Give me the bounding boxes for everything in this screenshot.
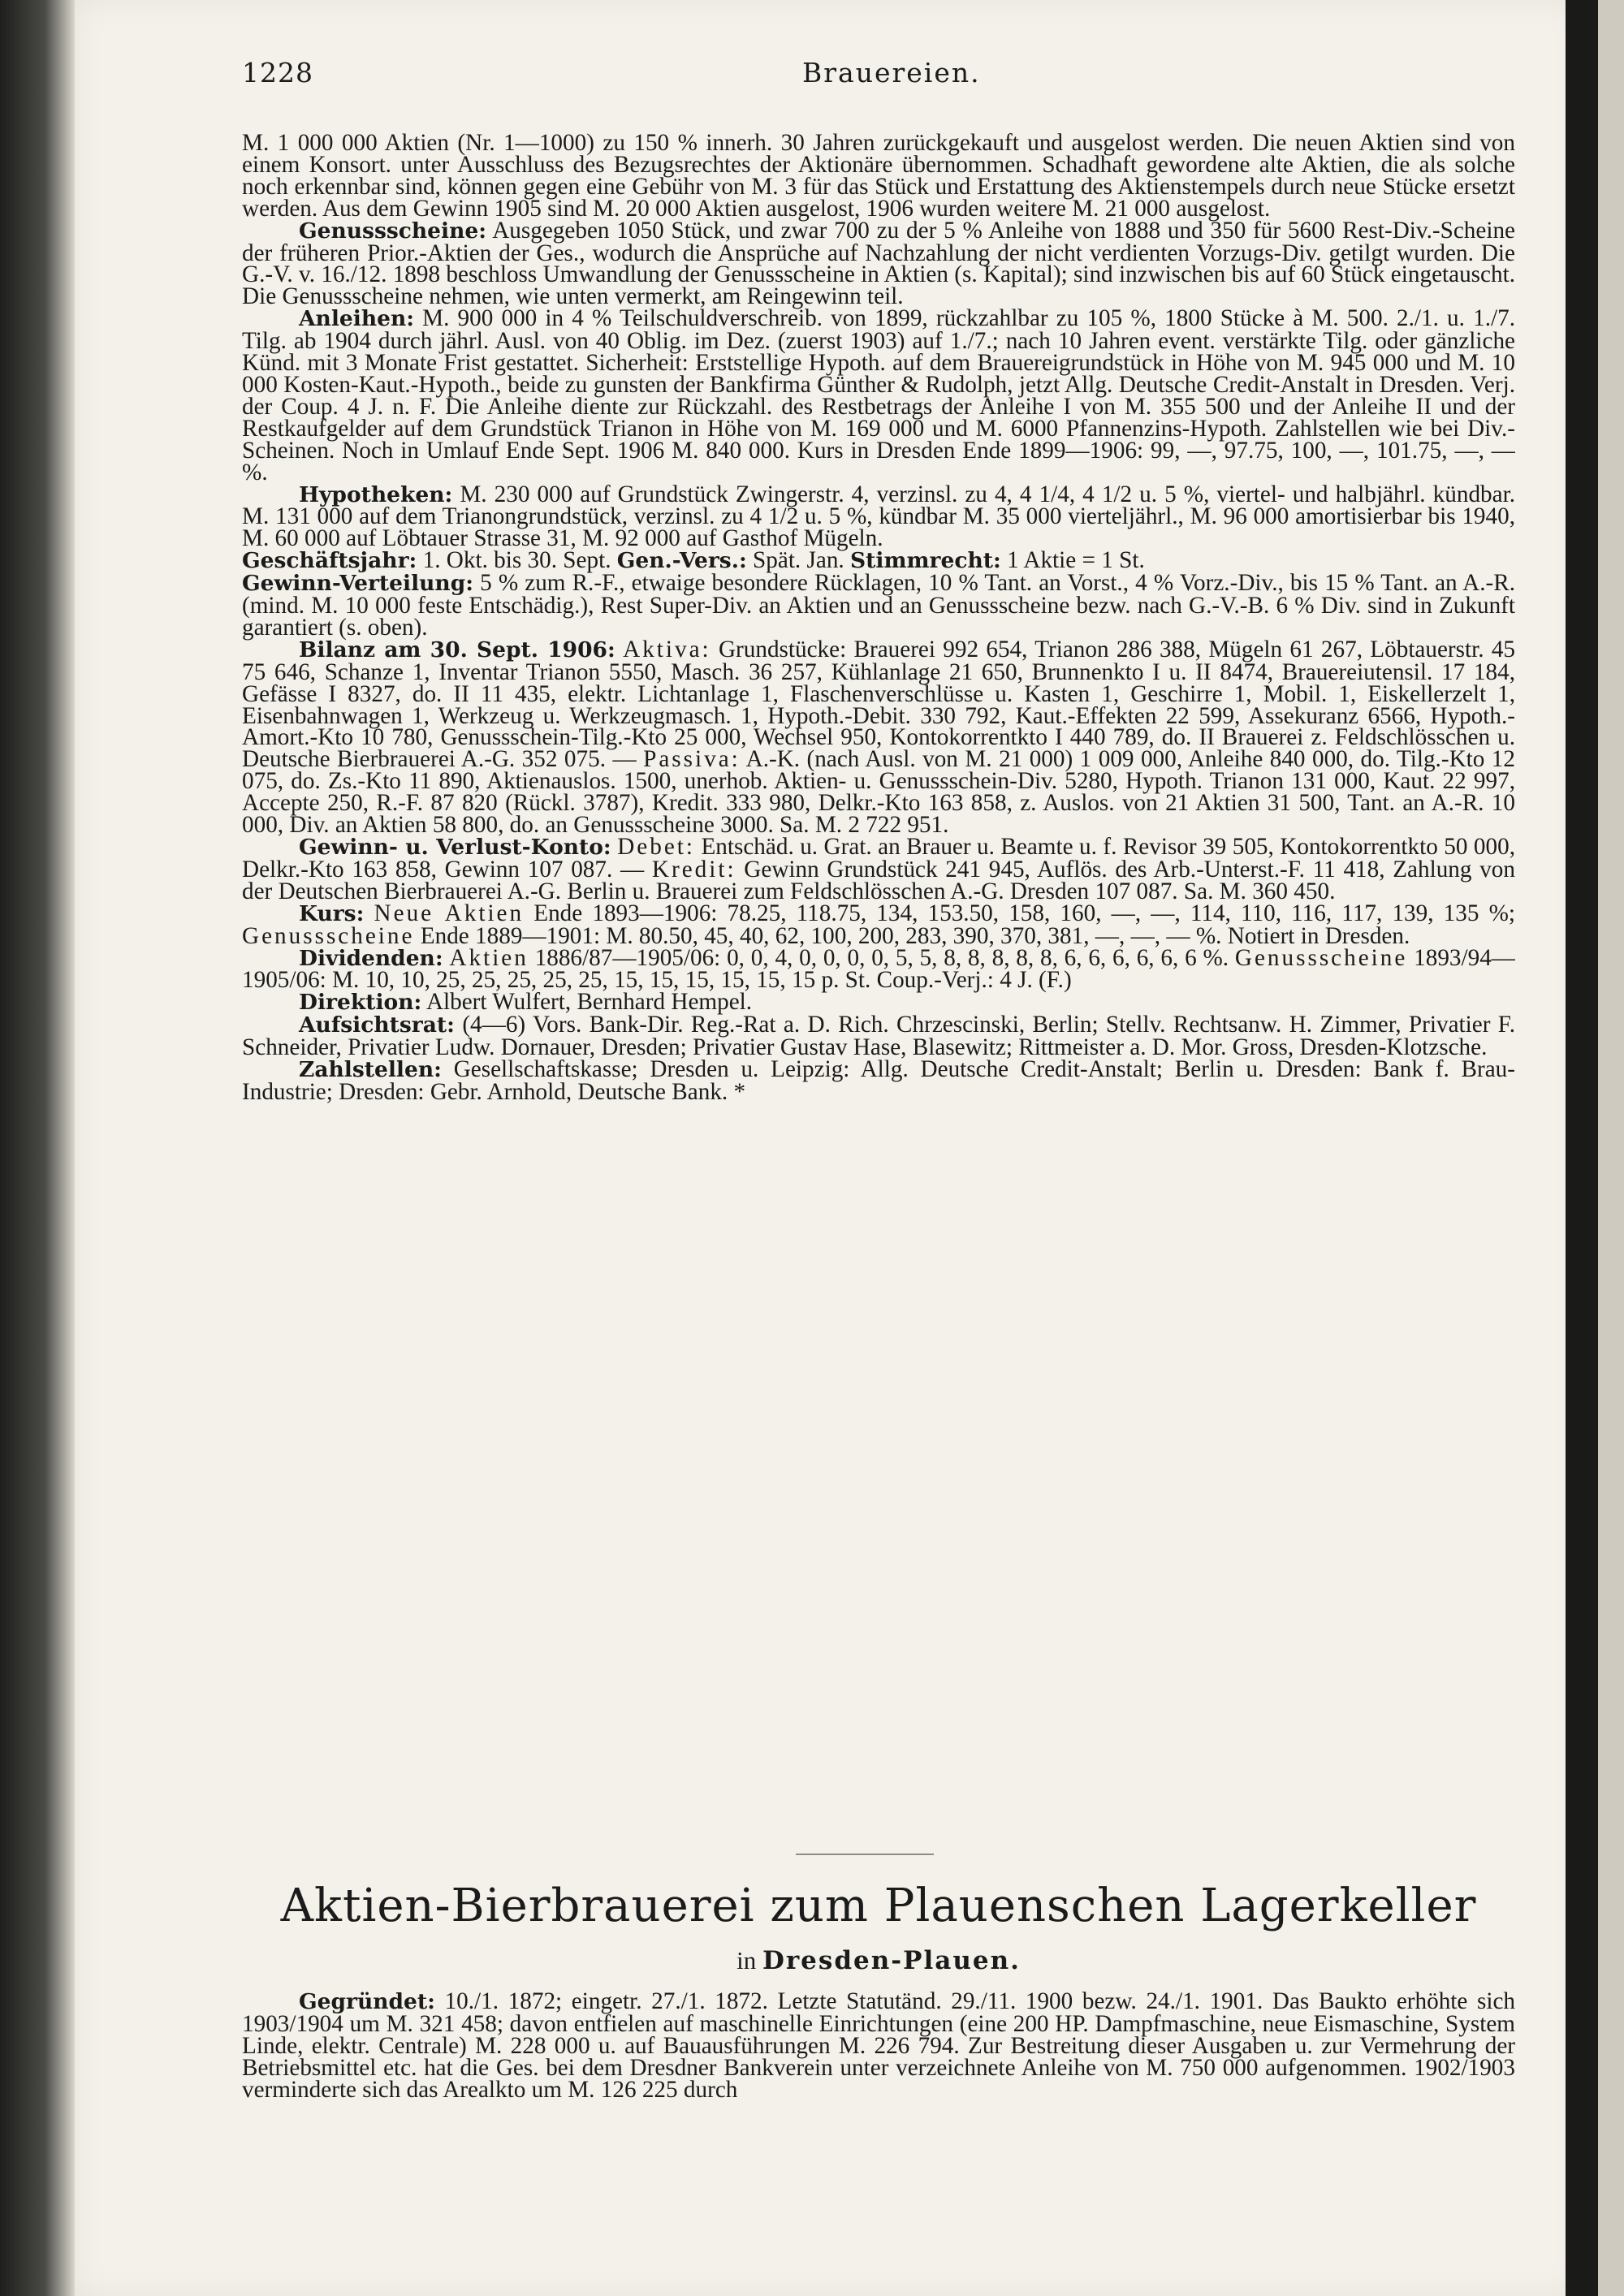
company-location-prefix: in xyxy=(736,1946,762,1974)
aufsichtsrat-label: Aufsichtsrat: xyxy=(299,1012,455,1038)
direktion-line xyxy=(242,991,1515,1014)
gewinn-verlust-label: Gewinn- u. Verlust-Konto: xyxy=(299,835,611,860)
bilanz-passiva-text: A.-K. (nach Ausl. von M. 21 000) 1 009 000, Anleihe 840 000, do. Tilg.-Kto 12 075, do. Zs.-Kto 11 890, Aktienauslos. 1500, unerhob. Aktien- u. Genussschein-Div. 5280, Hypoth. Trianon 131 000, Kaut. 22 997, Accepte 250, R.-F. 87 820 (Rückl. 3787), Kredit. 333 980, Delkr.-Kto 163 858, z. Auslos. von 21 Aktien 31 500, Tant. an A.-R. 10 000, Div. an Aktien 58 800, do. an Genussscheine 3000. Sa. M. 2 722 951. xyxy=(242,746,1515,839)
scan-right-binding-shadow xyxy=(1566,0,1598,2296)
gewinn-verlust-kredit-text: Gewinn Grundstück 241 945, Auflös. des Arb.-Unterst.-F. 11 418, Zahlung von der Deutschen Bierbrauerei A.-G. Berlin u. Brauerei zum Feldschlösschen A.-G. Dresden 107 087. Sa. M. 360 450. xyxy=(242,856,1515,904)
dividenden-aktien-label: Aktien xyxy=(449,944,529,971)
kurs-aktien-text: Ende 1893—1906: 78.25, 118.75, 134, 153.50, 158, 160, —, —, 114, 110, 116, 117, 139, 135 %; xyxy=(524,900,1515,926)
direktion-label: Direktion: xyxy=(299,990,422,1016)
gegruendet-label: Gegründet: xyxy=(299,1991,435,2014)
second-text-block xyxy=(242,1991,1515,2186)
dividenden-genuss-label: Genussscheine xyxy=(1234,944,1408,971)
zahlstellen-paragraph xyxy=(242,1056,1515,1105)
aufsichtsrat-text: (4—6) Vors. Bank-Dir. Reg.-Rat a. D. Rich. Chrzescinski, Berlin; Stellv. Rechtsanw. H. Zimmer, Privatier F. Schneider, Privatier Ludw. Dornauer, Dresden; Privatier Gustav Hase, Blasewitz; Rittmeister a. D. Mor. Gross, Dresden-Klotzsche. xyxy=(242,1012,1515,1061)
debet-label: Debet: xyxy=(617,834,695,860)
capital-paragraph: M. 1 000 000 Aktien (Nr. 1—1000) zu 150 % innerh. 30 Jahren zurückgekauft und ausgelost werden. Die neuen Aktien sind von einem Konsort. unter Ausschluss des Bezugsrechtes der Aktionäre übernommen. Schadhaft gewordene alte Aktien, die als solche noch erkennbar sind, können gegen eine Gebühr von M. 3 für das Stück und Erstattung des Aktienstempels durch neue Stücke ersetzt werden. Aus dem Gewinn 1905 sind M. 20 000 Aktien ausgelost, 1906 wurden weitere M. 21 000 ausgelost. xyxy=(242,132,1515,222)
genussscheine-text: Ausgegeben 1050 Stück, und zwar 700 zu der 5 % Anleihe von 1888 und 350 für 5600 Rest-Div.-Scheine der früheren Prior.-Aktien der Ges., wodurch die Ansprüche auf Nachzahlung der nicht verdienten Vorzugs-Div. getilgt wurden. Die G.-V. v. 16./12. 1898 beschloss Umwandlung der Genussscheine in Aktien (s. Kapital); sind inzwischen bis auf 60 Stück eingetauscht. Die Genussscheine nehmen, wie unten vermerkt, am Reingewinn teil. xyxy=(242,217,1515,310)
kurs-aktien-label: Neue Aktien xyxy=(374,900,525,926)
genussscheine-label: Genussscheine: xyxy=(299,218,487,244)
anleihen-text: M. 900 000 in 4 % Teilschuldverschreib. von 1899, rückzahlbar zu 105 %, 1800 Stücke à M. 500. 2./1. u. 1./7. Tilg. ab 1904 durch jährl. Ausl. von 40 Oblig. im Dez. (zuerst 1903) auf 1./7.; nach 10 Jahren event. verstärkte Tilg. oder gänzliche Künd. mit 3 Monate Frist gestattet. Sicherheit: Erststellige Hypoth. auf dem Brauereigrundstück in Höhe von M. 945 000 und M. 10 000 Kosten-Kaut.-Hypoth., beide zu gunsten der Bankfirma Günther & Rudolph, jetzt Allg. Deutsche Credit-Anstalt in Dresden. Verj. der Coup. 4 J. n. F. Die Anleihe diente zur Rückzahl. des Restbetrags der Anleihe I von M. 355 500 und der Anleihe II und der Restkaufgelder auf dem Grundstück Trianon in Höhe von M. 169 000 und M. 6000 Pfannenzins-Hypoth. Zahlstellen wie bei Div.-Scheinen. Noch in Umlauf Ende Sept. 1906 M. 840 000. Kurs in Dresden Ende 1899—1906: 99, —, 97.75, 100, —, 101.75, —, — %. xyxy=(242,305,1515,486)
gen-vers-label: Gen.-Vers.: xyxy=(616,548,747,574)
geschaeftsjahr-text: 1. Okt. bis 30. Sept. xyxy=(417,547,617,574)
company-location xyxy=(242,1947,1515,1974)
scan-right-edge xyxy=(1598,0,1624,2296)
gewinn-verlust-debet-text: Entschäd. u. Grat. an Brauer u. Beamte u. f. Revisor 39 505, Kontokorrentkto 50 000, Delkr.-Kto 163 858, Gewinn 107 087. — xyxy=(242,834,1515,883)
gewinn-verlust-paragraph xyxy=(242,836,1515,903)
gegruendet-paragraph xyxy=(242,1991,1515,2101)
section-divider xyxy=(796,1854,934,1855)
geschaeftsjahr-line xyxy=(242,547,1515,574)
zahlstellen-text: Gesellschaftskasse; Dresden u. Leipzig: Allg. Deutsche Credit-Anstalt; Berlin u. Dresden: Bank f. Brau-Industrie; Dresden: Gebr. Arnhold, Deutsche Bank. * xyxy=(242,1056,1515,1105)
geschaeftsjahr-label: Geschäftsjahr: xyxy=(242,548,417,574)
kredit-label: Kredit: xyxy=(651,856,736,883)
bilanz-paragraph xyxy=(242,636,1515,839)
company-heading: Aktien-Bierbrauerei zum Plauenschen Lagerkeller xyxy=(280,1880,1477,1932)
stimmrecht-label: Stimmrecht: xyxy=(850,548,1001,574)
gewinn-verteilung-text: 5 % zum R.-F., etwaige besondere Rücklagen, 10 % Tant. an Vorst., 4 % Vorz.-Div., bis 15 % Tant. an A.-R. (mind. M. 10 000 feste Entschädig.), Rest Super-Div. an Aktien und an Genussscheine bezw. nach G.-V.-B. 6 % Div. sind in Zukunft garantiert (s. oben). xyxy=(242,570,1515,641)
hypotheken-label: Hypotheken: xyxy=(299,481,453,507)
gewinn-verteilung-paragraph xyxy=(242,572,1515,639)
dividenden-genuss-text: 1893/94—1905/06: M. 10, 10, 25, 25, 25, 25, 25, 15, 15, 15, 15, 15, 15 p. St. Coup.-Verj.: 4 J. (F.) xyxy=(242,944,1515,994)
company-location-place: Dresden-Plauen. xyxy=(762,1946,1021,1975)
kurs-paragraph xyxy=(242,900,1515,949)
scan-left-gutter xyxy=(0,0,75,2296)
running-title: Brauereien. xyxy=(802,57,981,88)
dividenden-label: Dividenden: xyxy=(299,945,443,971)
page-number: 1228 xyxy=(242,57,313,88)
bilanz-aktiva-text: Grundstücke: Brauerei 992 654, Trianon 286 388, Mügeln 61 267, Löbtauerstr. 45 75 646, Schanze 1, Inventar Trianon 5550, Masch. 36 257, Kühlanlage 21 650, Brunnenkto I u. II 8474, Brauereiutensil. 17 184, Gefässe I 8327, do. II 11 435, elektr. Lichtanlage 1, Flaschenverschlüsse u. Kasten 1, Geschirre 1, Mobil. 1, Eiskellerzelt 1, Eisenbahnwagen 1, Werkzeug u. Werkzeugmasch. 1, Hypoth.-Debit. 330 792, Kaut.-Effekten 22 599, Assekuranz 6566, Hypoth.-Amort.-Kto 10 780, Genussschein-Tilg.-Kto 25 000, Wechsel 950, Kontokorrentkto I 440 789, do. II Brauerei z. Feldschlösschen u. Deutsche Bierbrauerei A.-G. 352 075. — xyxy=(242,636,1515,773)
gewinn-verteilung-label: Gewinn-Verteilung: xyxy=(242,571,474,597)
page-header xyxy=(242,57,1517,97)
direktion-text: Albert Wulfert, Bernhard Hempel. xyxy=(421,989,753,1016)
aktiva-label: Aktiva: xyxy=(623,636,711,662)
anleihen-paragraph xyxy=(242,305,1515,486)
main-text-block xyxy=(242,132,1515,1878)
kurs-genuss-label: Genussscheine xyxy=(242,922,415,949)
kurs-genuss-text: Ende 1889—1901: M. 80.50, 45, 40, 62, 100, 200, 283, 390, 370, 381, —, —, — %. Notiert in Dresden. xyxy=(414,922,1410,949)
dividenden-paragraph xyxy=(242,944,1515,994)
genussscheine-paragraph xyxy=(242,217,1515,310)
bilanz-label: Bilanz am 30. Sept. 1906: xyxy=(299,637,615,662)
gen-vers-text: Spät. Jan. xyxy=(746,547,851,574)
gegruendet-text: 10./1. 1872; eingetr. 27./1. 1872. Letzte Statutänd. 29./11. 1900 bezw. 24./1. 1901. Das Baukto erhöhte sich 1903/1904 um M. 321 458; davon entfielen auf maschinelle Einrichtungen (eine 200 HP. Dampfmaschine, neue Eismaschine, System Linde, elektr. Centrale) M. 228 000 u. auf Bauausführungen M. 226 794. Zur Bestreitung dieser Ausgaben u. zur Vermehrung der Betriebsmittel etc. hat die Ges. bei dem Dresdner Bankverein unter verzeichnete Anleihe von M. 750 000 aufgenommen. 1902/1903 verminderte sich das Arealkto um M. 126 225 durch xyxy=(242,1991,1515,2103)
kurs-label: Kurs: xyxy=(299,900,365,926)
hypotheken-paragraph xyxy=(242,481,1515,552)
dividenden-aktien-text: 1886/87—1905/06: 0, 0, 4, 0, 0, 0, 0, 5, 5, 8, 8, 8, 8, 8, 6, 6, 6, 6, 6, 6 %. xyxy=(528,944,1235,971)
aufsichtsrat-paragraph xyxy=(242,1014,1515,1059)
passiva-label: Passiva: xyxy=(643,746,741,773)
zahlstellen-label: Zahlstellen: xyxy=(299,1057,442,1083)
hypotheken-text: M. 230 000 auf Grundstück Zwingerstr. 4, verzinsl. zu 4, 4 1/4, 4 1/2 u. 5 %, viertel- und halbjährl. kündbar. M. 131 000 auf dem Trianongrundstück, verzinsl. zu 4 1/2 u. 5 %, kündbar M. 35 000 vierteljährl., M. 96 000 amortisierbar bis 1940, M. 60 000 auf Löbtauer Strasse 31, M. 92 000 auf Gasthof Mügeln. xyxy=(242,481,1515,552)
stimmrecht-text: 1 Aktie = 1 St. xyxy=(1000,547,1145,574)
anleihen-label: Anleihen: xyxy=(299,306,414,332)
